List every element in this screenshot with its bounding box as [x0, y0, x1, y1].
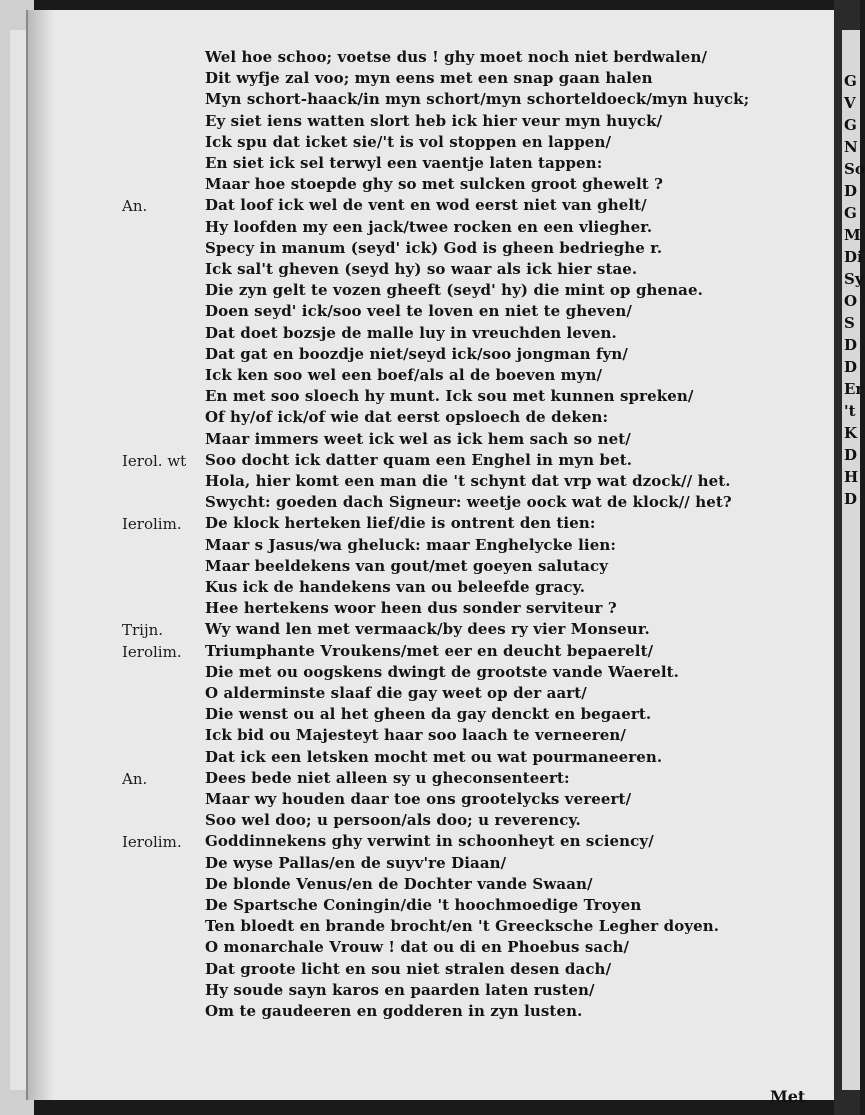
bleed-letter: D: [844, 446, 858, 464]
bleed-letter: G: [844, 204, 857, 222]
bleed-letter: K: [844, 424, 858, 442]
verse-line: Swycht: goeden dach Signeur: weetje oock wat de klock// het?: [205, 493, 732, 512]
verse-line: Ick spu dat icket sie/'t is vol stoppen en lappen/: [205, 132, 612, 151]
bleed-letter: N: [844, 138, 858, 156]
verse-line: En met soo sloech hy munt. Ick sou met kunnen spreken/: [205, 387, 694, 406]
bleed-letter: O: [844, 292, 858, 310]
bleed-letter: D: [844, 336, 858, 354]
verse-line: Om te gaudeeren en godderen in zyn lusten.: [205, 1002, 583, 1020]
verse-line: De wyse Pallas/en de suyv're Diaan/: [205, 853, 507, 872]
verse-line: Wel hoe schoo; voetse dus ! ghy moet noch niet berdwalen/: [205, 48, 708, 66]
bleed-letter: Er: [844, 380, 864, 398]
verse-line: Maar s Jasus/wa gheluck: maar Enghelycke lien:: [205, 535, 617, 554]
verse-line: Dat groote licht en sou niet stralen desen dach/: [205, 959, 612, 978]
verse-line: Ten bloedt en brande brocht/en 't Greecksche Legher doyen.: [205, 917, 720, 936]
verse-line: Myn schort-haack/in myn schort/myn schorteldoeck/myn huyck;: [205, 90, 750, 109]
verse-line: Wy wand len met vermaack/by dees ry vier Monseur.: [205, 620, 650, 639]
speaker-label: Ierolim.: [122, 833, 182, 852]
verse-line: Of hy/of ick/of wie dat eerst opsloech de deken:: [205, 408, 609, 427]
bleed-letter: H: [844, 468, 859, 486]
bleed-letter: V: [844, 94, 856, 112]
speaker-label: Ierolim.: [122, 642, 182, 661]
bleed-letter: So: [844, 160, 865, 178]
verse-line: Maar hoe stoepde ghy so met sulcken groot ghewelt ?: [205, 175, 664, 194]
speaker-label: An.: [122, 197, 148, 216]
verse-line: O alderminste slaaf die gay weet op der aart/: [205, 684, 587, 702]
verse-line: O monarchale Vrouw ! dat ou di en Phoebus sach/: [205, 938, 630, 957]
verse-line: Maar immers weet ick wel as ick hem sach so net/: [205, 429, 631, 448]
speaker-label: Trijn.: [122, 621, 164, 640]
bleed-letter: D: [844, 358, 858, 376]
verse-line: De klock herteken lief/die is ontrent den tien:: [205, 514, 596, 533]
verse-line: Die met ou oogskens dwingt de grootste vande Waerelt.: [205, 662, 679, 681]
verse-line: Die wenst ou al het gheen da gay denckt en begaert.: [205, 705, 652, 724]
verse-line: Hee hertekens woor heen dus sonder serviteur ?: [205, 599, 617, 618]
gutter-shadow: [28, 10, 54, 1100]
verse-line: Kus ick de handekens van ou beleefde gracy.: [205, 578, 586, 596]
speaker-label: Ierolim.: [122, 515, 182, 534]
verse-line: Hy loofden my een jack/twee rocken en een vliegher.: [205, 217, 653, 236]
verse-line: Ey siet iens watten slort heb ick hier veur myn huyck/: [205, 111, 663, 130]
bleed-letter: D: [844, 182, 858, 200]
verse-line: Hy soude sayn karos en paarden laten rusten/: [205, 980, 595, 999]
verse-line: Soo wel doo; u persoon/als doo; u reverency.: [205, 811, 581, 830]
verse-line: Triumphante Vroukens/met eer en deucht bepaerelt/: [205, 641, 654, 660]
verse-line: Hola, hier komt een man die 't schynt dat vrp wat dzock// het.: [205, 472, 731, 490]
verse-line: Specy in manum (seyd' ick) God is gheen bedrieghe r.: [205, 238, 663, 257]
verse-line: Die zyn gelt te vozen gheeft (seyd' hy) die mint op ghenae.: [205, 281, 703, 300]
verse-line: Ick bid ou Majesteyt haar soo laach te verneeren/: [205, 726, 626, 745]
bleed-letter: Di: [844, 248, 863, 266]
bleed-letter: G: [844, 116, 857, 134]
speaker-label: Ierol. wt: [122, 451, 187, 470]
speaker-label: An.: [122, 769, 148, 788]
bleed-letter: D: [844, 490, 858, 508]
verse-line: Dit wyfje zal voo; myn eens met een snap gaan halen: [205, 69, 653, 88]
catchword: Met: [770, 1087, 806, 1106]
next-page-bleed: [842, 30, 865, 1090]
verse-line: Dat loof ick wel de vent en wod eerst niet van ghelt/: [205, 196, 647, 215]
verse-line: Maar wy houden daar toe ons grootelycks vereert/: [205, 790, 632, 808]
book-page: [26, 10, 836, 1100]
bleed-letter: Sy: [844, 270, 864, 288]
bleed-letter: 't: [844, 402, 856, 420]
bleed-letter: G: [844, 72, 857, 90]
verse-line: Dat ick een letsken mocht met ou wat pourmaneeren.: [205, 747, 663, 766]
verse-line: Maar beeldekens van gout/met goeyen salutacy: [205, 556, 609, 575]
bleed-letter: M: [844, 226, 861, 244]
verse-line: Doen seyd' ick/soo veel te loven en niet te gheven/: [205, 302, 632, 321]
verse-line: Dat gat en boozdje niet/seyd ick/soo jongman fyn/: [205, 344, 628, 363]
verse-line: Soo docht ick datter quam een Enghel in myn bet.: [205, 450, 633, 469]
bleed-letter: S: [844, 314, 855, 332]
verse-line: Goddinnekens ghy verwint in schoonheyt en sciency/: [205, 832, 654, 851]
verse-line: De blonde Venus/en de Dochter vande Swaan/: [205, 874, 593, 893]
verse-line: Dat doet bozsje de malle luy in vreuchden leven.: [205, 323, 617, 342]
verse-line: En siet ick sel terwyl een vaentje laten tappen:: [205, 154, 603, 172]
verse-line: Ick ken soo wel een boef/als al de boeven myn/: [205, 366, 603, 384]
verse-line: De Spartsche Coningin/die 't hoochmoedige Troyen: [205, 896, 642, 914]
verse-line: Ick sal't gheven (seyd hy) so waar als ick hier stae.: [205, 260, 638, 278]
verse-line: Dees bede niet alleen sy u gheconsenteert:: [205, 768, 570, 787]
